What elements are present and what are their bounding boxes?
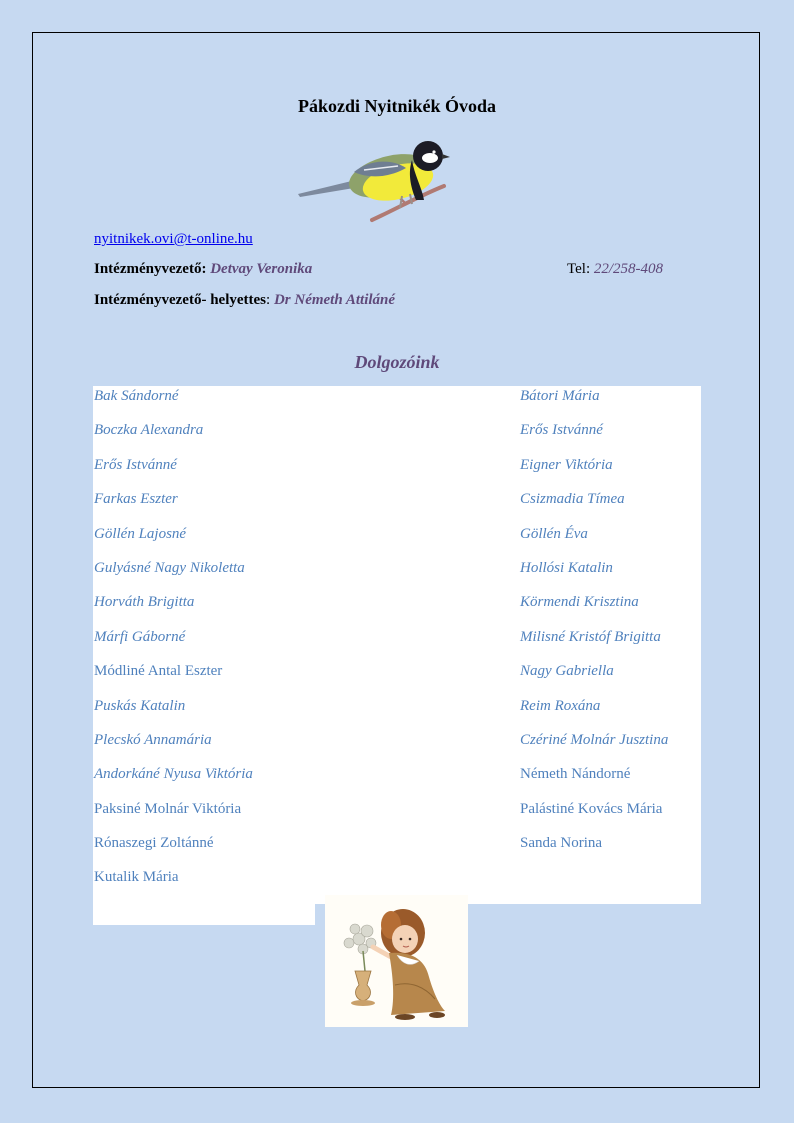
staff-member-name: Andorkáné Nyusa Viktória: [94, 766, 253, 783]
deputy-separator: :: [266, 292, 271, 308]
staff-member-name: Farkas Eszter: [94, 491, 178, 508]
staff-member-name: Márfi Gáborné: [94, 628, 186, 645]
staff-member-name: Kutalik Mária: [94, 869, 179, 886]
staff-member-name: Reim Roxána: [520, 697, 601, 714]
staff-member-name: Eigner Viktória: [520, 456, 613, 473]
staff-heading: Dolgozóink: [354, 352, 440, 372]
staff-member-name: Hollósi Katalin: [520, 559, 613, 576]
staff-member-name: Paksiné Molnár Viktória: [94, 800, 242, 817]
staff-column-right: [520, 386, 668, 867]
girl-with-flowers-illustration-icon: [325, 895, 468, 1027]
staff-member-name: Sanda Norina: [520, 835, 603, 852]
staff-member-name: Puskás Katalin: [94, 697, 186, 714]
staff-member-name: Körmendi Krisztina: [520, 594, 639, 611]
phone-label: Tel:: [567, 261, 591, 277]
email-link[interactable]: nyitnikek.ovi@t-online.hu: [94, 231, 253, 247]
staff-member-name: Horváth Brigitta: [94, 594, 195, 611]
deputy-name: Dr Németh Attiláné: [273, 292, 396, 308]
staff-member-name: Módliné Antal Eszter: [94, 663, 223, 680]
staff-member-name: Nagy Gabriella: [520, 663, 614, 680]
director-name: Detvay Veronika: [210, 261, 313, 277]
staff-member-name: Erős Istvánné: [94, 456, 177, 473]
staff-member-name: Göllén Lajosné: [94, 525, 187, 542]
deputy-label: Intézményvezető- helyettes: [94, 292, 267, 308]
staff-member-name: Palástiné Kovács Mária: [520, 800, 663, 817]
bird-illustration-icon: [294, 134, 454, 226]
staff-member-name: Gulyásné Nagy Nikoletta: [94, 559, 245, 576]
staff-member-name: Rónaszegi Zoltánné: [94, 835, 214, 852]
director-label: Intézményvezető:: [94, 261, 207, 277]
staff-member-name: Csizmadia Tímea: [520, 491, 625, 508]
staff-member-name: Erős Istvánné: [520, 422, 603, 439]
staff-member-name: Plecskó Annamária: [94, 731, 212, 748]
staff-member-name: Milisné Kristóf Brigitta: [520, 628, 661, 645]
staff-member-name: Czériné Molnár Jusztina: [520, 731, 669, 748]
director-line: [94, 261, 312, 278]
staff-member-name: Németh Nándorné: [520, 766, 631, 783]
staff-member-name: Boczka Alexandra: [94, 422, 204, 439]
staff-member-name: Bátori Mária: [520, 388, 600, 404]
staff-list-box-tail: [93, 900, 315, 925]
page-title: Pákozdi Nyitnikék Óvoda: [297, 96, 497, 116]
phone-number: 22/258-408: [593, 261, 664, 277]
staff-member-name: Göllén Éva: [520, 525, 588, 542]
staff-column-left: [94, 386, 253, 902]
staff-member-name: Bak Sándorné: [94, 388, 179, 404]
deputy-line: [94, 292, 395, 309]
phone-line: [567, 261, 663, 278]
